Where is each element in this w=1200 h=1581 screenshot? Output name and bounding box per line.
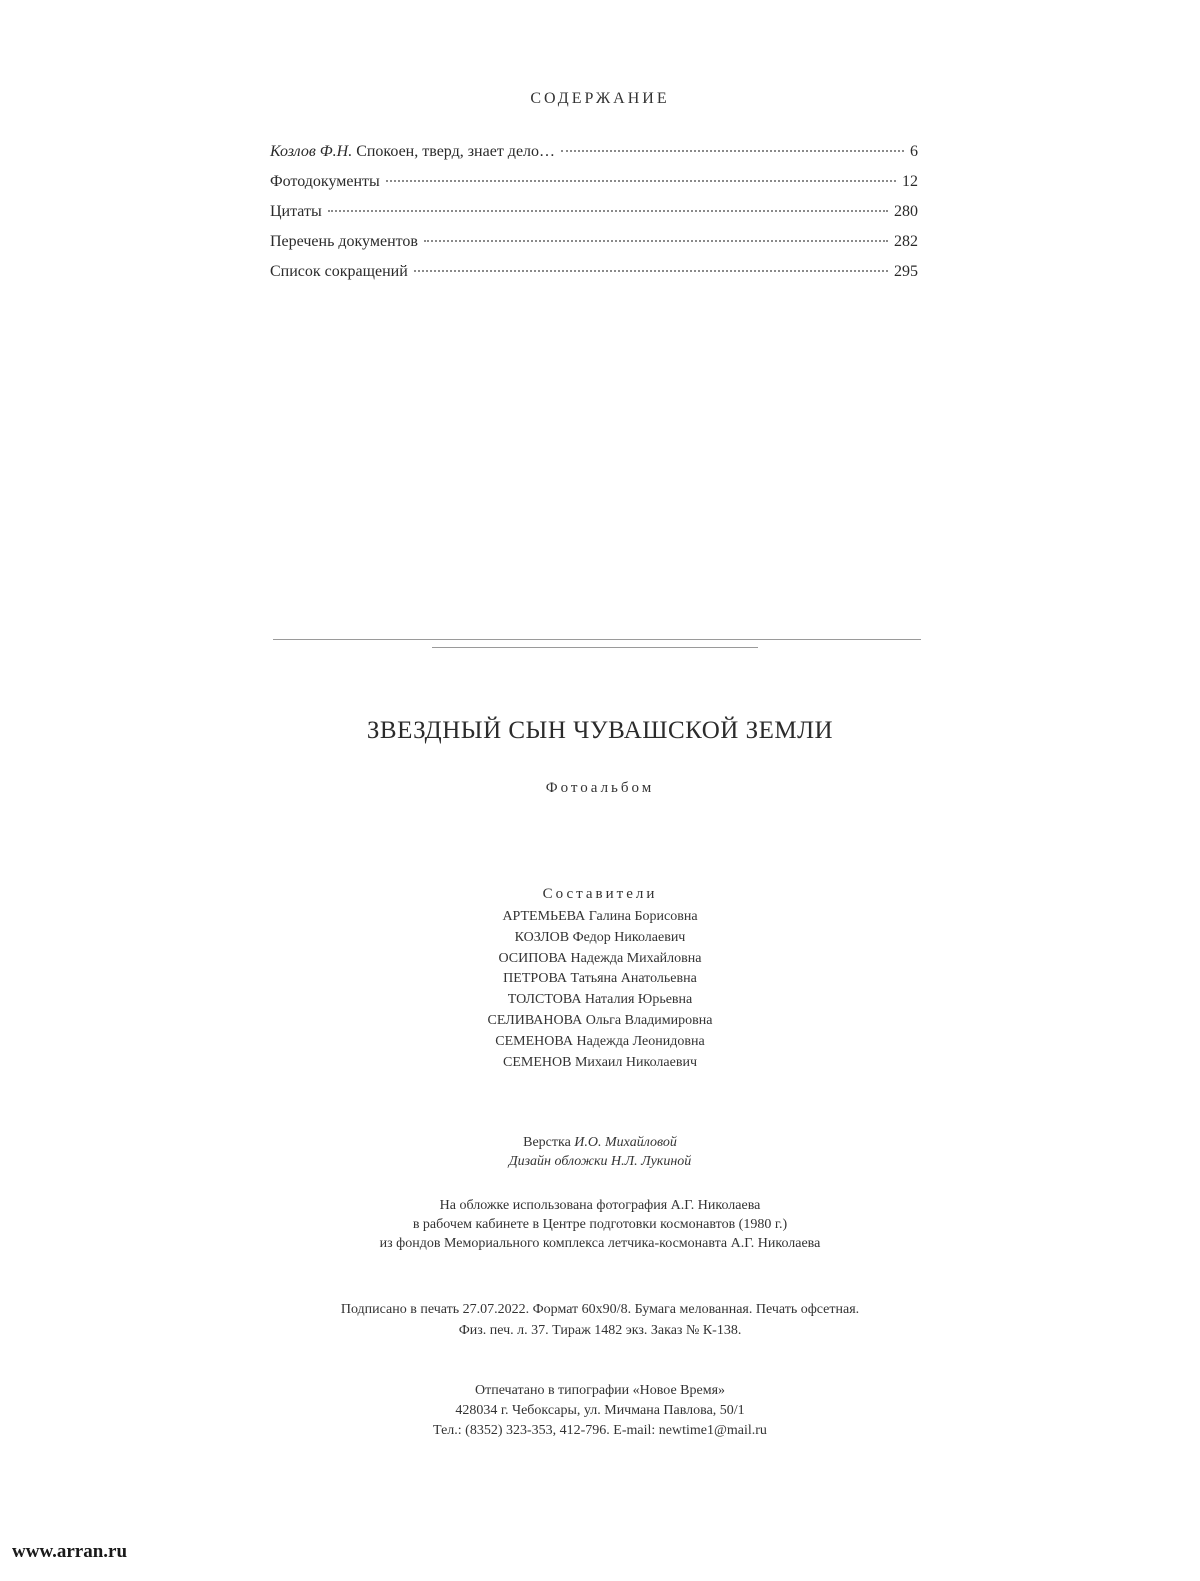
toc-entry-author: Козлов Ф.Н. [270, 143, 353, 160]
layout-credit: Верстка И.О. Михайловой [523, 1135, 677, 1150]
compiler-name: СЕЛИВАНОВА Ольга Владимировна [487, 1012, 713, 1028]
toc-entry-page: 12 [902, 173, 918, 190]
book-subtitle: Фотоальбом [545, 780, 655, 796]
toc-entry[interactable] [270, 233, 918, 263]
cover-photo-note [0, 1196, 1200, 1253]
toc-leader-dots [328, 210, 888, 212]
toc-entry-page: 280 [894, 203, 918, 220]
toc-entry-title: Козлов Ф.Н. Спокоен, тверд, знает дело… [270, 143, 556, 160]
print-info-line: Подписано в печать 27.07.2022. Формат 60х90/8. Бумага мелованная. Печать офсетная. [340, 1302, 860, 1317]
print-info [0, 1299, 1200, 1341]
layout-credit-name: И.О. Михайловой [574, 1135, 677, 1150]
book-title: ЗВЕЗДНЫЙ СЫН ЧУВАШСКОЙ ЗЕМЛИ [366, 717, 834, 744]
printer-info [0, 1381, 1200, 1441]
toc-entry-title: Цитаты [270, 203, 322, 220]
toc-leader-dots [386, 180, 896, 182]
toc-entry-page: 6 [910, 143, 918, 160]
compilers-list [0, 907, 1200, 1073]
toc-leader-dots [414, 270, 888, 272]
toc-entry-title: Список сокращений [270, 263, 408, 280]
toc-leader-dots [424, 240, 888, 242]
compilers-label: Составители [542, 886, 658, 902]
printer-line: Тел.: (8352) 323-353, 412-796. E-mail: newtime1@mail.ru [433, 1423, 767, 1438]
toc-entry-title: Перечень документов [270, 233, 418, 250]
toc-entry[interactable] [270, 203, 918, 233]
divider-short [432, 647, 758, 648]
compiler-name: ТОЛСТОВА Наталия Юрьевна [507, 992, 693, 1008]
cover-note-line: На обложке использована фотография А.Г. Николаева [439, 1198, 761, 1213]
toc-entry[interactable] [270, 173, 918, 203]
compiler-name: КОЗЛОВ Федор Николаевич [514, 929, 686, 945]
divider-long [273, 639, 921, 640]
site-watermark: www.arran.ru [12, 1541, 128, 1562]
cover-note-line: из фондов Мемориального комплекса летчика-космонавта А.Г. Николаева [379, 1236, 821, 1251]
cover-note-line: в рабочем кабинете в Центре подготовки космонавтов (1980 г.) [412, 1217, 788, 1232]
toc-heading: СОДЕРЖАНИЕ [530, 90, 670, 107]
print-info-line: Физ. печ. л. 37. Тираж 1482 экз. Заказ № К-138. [458, 1323, 742, 1338]
cover-design-credit-name: Н.Л. Лукиной [611, 1154, 692, 1169]
toc-entry[interactable] [270, 143, 918, 173]
credits [0, 1133, 1200, 1171]
toc-entry-title: Фотодокументы [270, 173, 380, 190]
toc-entry[interactable] [270, 263, 918, 293]
toc-entry-page: 282 [894, 233, 918, 250]
printer-line: Отпечатано в типографии «Новое Время» [474, 1383, 726, 1398]
compiler-name: АРТЕМЬЕВА Галина Борисовна [502, 909, 698, 924]
compiler-name: СЕМЕНОВ Михаил Николаевич [503, 1054, 697, 1070]
table-of-contents [270, 143, 918, 293]
toc-entry-page: 295 [894, 263, 918, 280]
toc-leader-dots [561, 150, 904, 152]
compiler-name: ПЕТРОВА Татьяна Анатольевна [503, 971, 697, 987]
compiler-name: ОСИПОВА Надежда Михайловна [498, 950, 702, 966]
printer-line: 428034 г. Чебоксары, ул. Мичмана Павлова, 50/1 [455, 1403, 745, 1418]
compiler-name: СЕМЕНОВА Надежда Леонидовна [495, 1033, 705, 1049]
cover-design-credit: Дизайн обложки Н.Л. Лукиной [508, 1154, 692, 1169]
